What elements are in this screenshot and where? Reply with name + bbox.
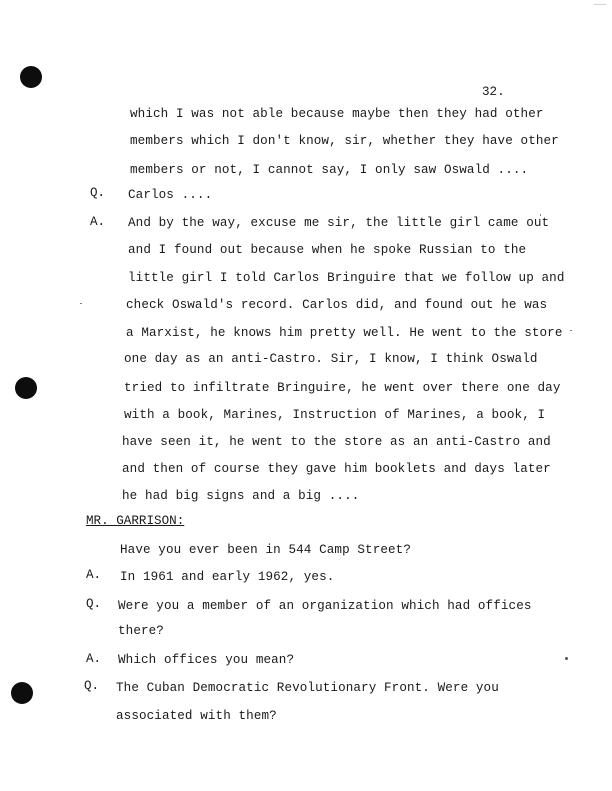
speaker-heading: MR. GARRISON: [86,514,185,528]
answer-text: one day as an anti-Castro. Sir, I know, I think Oswald [124,352,538,366]
answer-label: A. [86,568,102,582]
answer-text: with a book, Marines, Instruction of Marines, a book, I [124,408,546,422]
punch-hole-bottom [11,682,33,704]
answer-text: In 1961 and early 1962, yes. [120,570,335,584]
question-label: Q. [86,597,102,611]
answer-text: tried to infiltrate Bringuire, he went over there one day [124,381,561,395]
scan-speck [540,214,541,216]
answer-label: A. [86,652,102,666]
answer-text: and then of course they gave him booklets and days later [122,462,551,476]
answer-text: and I found out because when he spoke Russian to the [128,243,527,257]
question-text: associated with them? [116,709,277,723]
question-label: Q. [90,186,106,200]
corner-stamp: ——— [594,2,606,7]
continuation-line: which I was not able because maybe then they had other [130,107,544,121]
question-text: The Cuban Democratic Revolutionary Front. Were you [116,681,499,695]
question-label: Q. [84,679,100,693]
answer-text: Which offices you mean? [118,653,295,667]
continuation-line: members which I don't know, sir, whether they have other [130,134,559,148]
page-number: 32. [482,85,505,99]
answer-label: A. [90,215,106,229]
answer-text: have seen it, he went to the store as an anti-Castro and [122,435,551,449]
scan-speck [80,303,82,304]
answer-text: And by the way, excuse me sir, the little girl came out [128,216,550,230]
question-text: Carlos .... [128,188,213,202]
punch-hole-top [20,66,42,88]
continuation-line: members or not, I cannot say, I only saw Oswald .... [130,163,529,177]
question-text: there? [118,624,164,638]
question-text: Were you a member of an organization which had offices [118,599,532,613]
punch-hole-middle [15,377,37,399]
question-text: Have you ever been in 544 Camp Street? [120,543,411,557]
answer-text: a Marxist, he knows him pretty well. He went to the store [126,326,563,340]
answer-text: he had big signs and a big .... [122,489,360,503]
answer-text: check Oswald's record. Carlos did, and found out he was [126,298,548,312]
scan-speck [565,657,568,660]
scan-speck [570,330,572,331]
answer-text: little girl I told Carlos Bringuire that we follow up and [128,271,565,285]
